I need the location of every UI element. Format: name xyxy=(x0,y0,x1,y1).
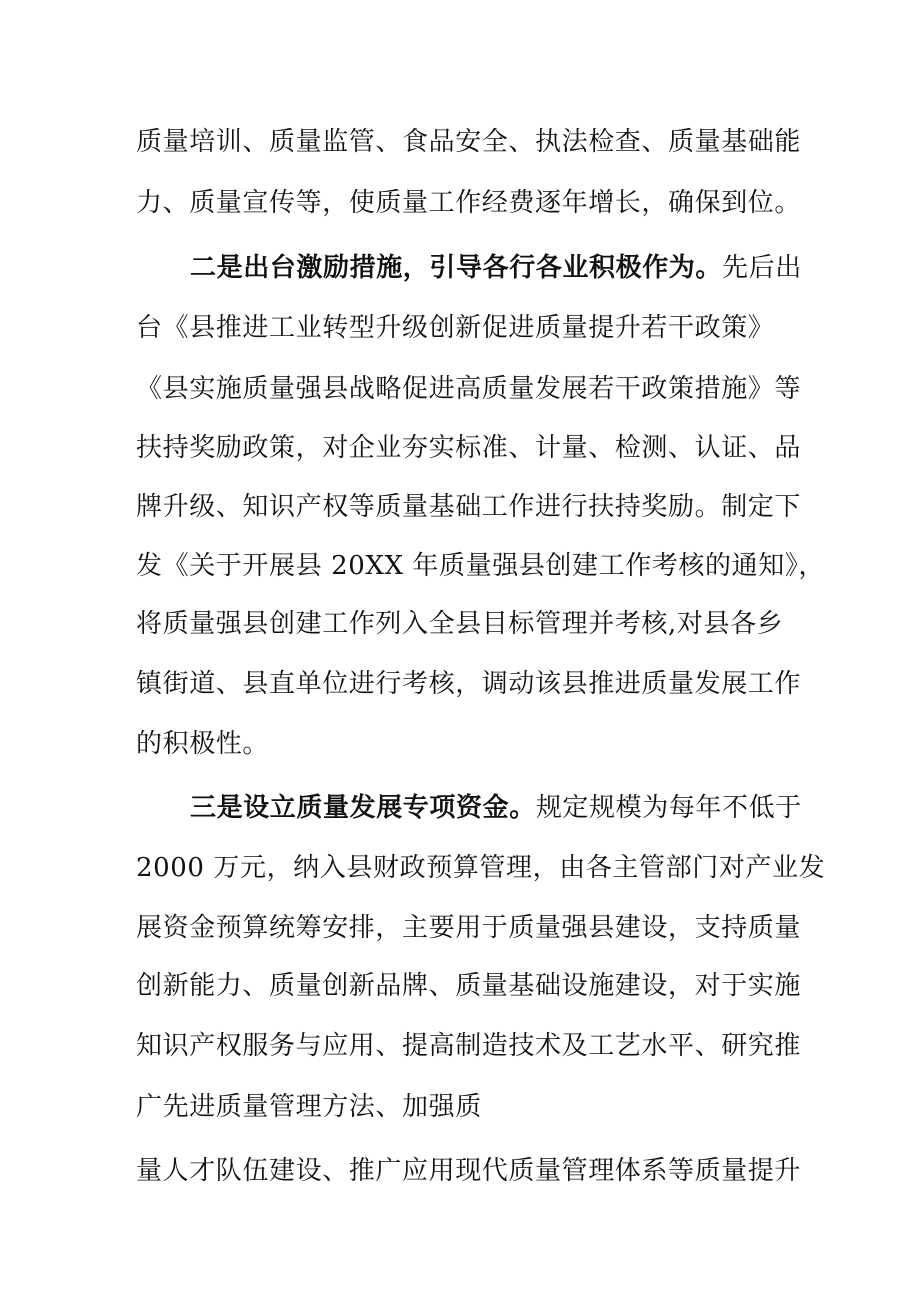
section-heading: 三是设立质量发展专项资金。 xyxy=(190,793,536,823)
line-text: 知识产权服务与应用、提高制造技术及工艺水平、研究推 xyxy=(136,1031,802,1061)
paragraph-line xyxy=(136,604,796,644)
line-text: 的积极性。 xyxy=(136,729,270,759)
paragraph-line xyxy=(136,546,826,586)
line-text: 广先进质量管理方法、加强质 xyxy=(136,1092,482,1122)
line-text: 力、质量宣传等，使质量工作经费逐年增长，确保到位。 xyxy=(136,188,802,218)
line-text: 先后出 xyxy=(722,253,802,283)
paragraph-line xyxy=(136,908,802,948)
paragraph-line xyxy=(136,428,802,468)
line-text: 《县实施质量强县战略促进高质量发展若干政策措施》等 xyxy=(136,374,802,404)
line-text: 台《县推进工业转型升级创新促进质量提升若干政策》 xyxy=(136,313,775,343)
paragraph-line xyxy=(136,122,802,162)
paragraph-line xyxy=(190,248,802,288)
paragraph-line xyxy=(136,966,802,1006)
line-text: 创新能力、质量创新品牌、质量基础设施建设，对于实施 xyxy=(136,971,802,1001)
line-text: 规定规模为每年不低于 xyxy=(535,793,802,823)
paragraph-line xyxy=(136,1151,802,1191)
line-text: 镇街道、县直单位进行考核，调动该县推进质量发展工作 xyxy=(136,669,802,699)
paragraph-line xyxy=(190,788,802,828)
paragraph-line xyxy=(136,487,802,527)
line-text: 扶持奖励政策，对企业夯实标准、计量、检测、认证、品 xyxy=(136,433,802,463)
paragraph-line xyxy=(136,848,826,888)
line-text: 展资金预算统筹安排，主要用于质量强县建设，支持质量 xyxy=(136,913,802,943)
paragraph-line xyxy=(136,183,802,223)
paragraph-line xyxy=(136,724,796,764)
line-text: 将质量强县创建工作列入全县目标管理并考核,对县各乡 xyxy=(136,609,784,639)
paragraph-line xyxy=(136,1026,802,1066)
section-heading: 二是出台激励措施，引导各行各业积极作为。 xyxy=(190,253,723,283)
line-text: 牌升级、知识产权等质量基础工作进行扶持奖励。制定下 xyxy=(136,492,802,522)
line-text: 2000 万元，纳入县财政预算管理，由各主管部门对产业发 xyxy=(136,853,826,883)
line-text: 发《关于开展县 20XX 年质量强县创建工作考核的通知》， xyxy=(136,551,826,581)
paragraph-line xyxy=(136,1087,796,1127)
paragraph-line xyxy=(136,308,796,348)
line-text: 质量培训、质量监管、食品安全、执法检查、质量基础能 xyxy=(136,127,802,157)
line-text: 量人才队伍建设、推广应用现代质量管理体系等质量提升 xyxy=(136,1156,802,1186)
paragraph-line xyxy=(136,664,802,704)
paragraph-line xyxy=(136,369,802,409)
